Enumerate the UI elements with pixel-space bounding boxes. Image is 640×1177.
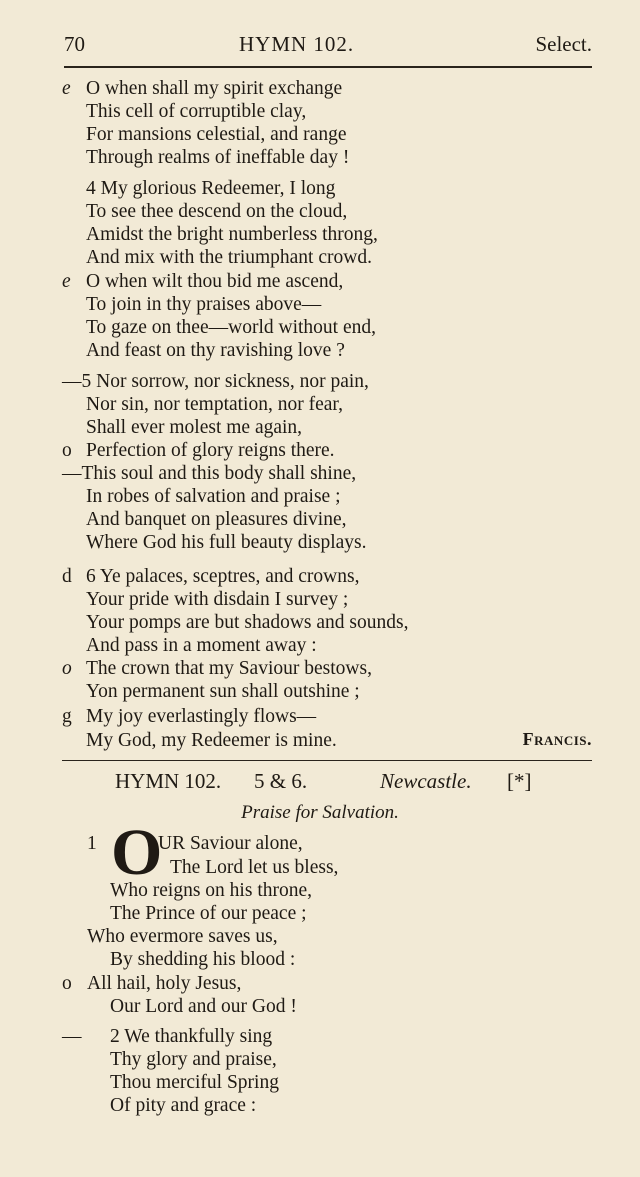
- hymn-heading: [115, 769, 600, 799]
- stanza-mark: e: [62, 78, 71, 99]
- verse-line: The Lord let us bless,: [170, 857, 339, 878]
- hymn-author: Francis.: [522, 729, 592, 749]
- verse-line: Thou merciful Spring: [110, 1072, 279, 1093]
- verse-line: Our Lord and our God !: [110, 996, 297, 1017]
- stanza-mark: e: [62, 271, 71, 292]
- verse-line: My God, my Redeemer is mine.: [86, 730, 337, 751]
- verse-line: Where God his full beauty displays.: [86, 532, 367, 553]
- verse-line: Who evermore saves us,: [87, 926, 278, 947]
- verse-line: Shall ever molest me again,: [86, 417, 303, 438]
- verse-line: 4 My glorious Redeemer, I long: [86, 178, 336, 199]
- stanza-mark: g: [62, 706, 72, 727]
- verse-line: 6 Ye palaces, sceptres, and crowns,: [86, 566, 360, 587]
- verse-line: UR Saviour alone,: [158, 833, 303, 854]
- verse-line: O when wilt thou bid me ascend,: [86, 271, 344, 292]
- verse-line: Nor sin, nor temptation, nor fear,: [86, 394, 343, 415]
- verse-line: —5 Nor sorrow, nor sickness, nor pain,: [62, 371, 369, 392]
- page-number: 70: [64, 32, 85, 56]
- verse-line: And banquet on pleasures divine,: [86, 509, 347, 530]
- verse-line: Through realms of ineffable day !: [86, 147, 350, 168]
- section-label: Select.: [535, 32, 592, 56]
- hymn-note: [*]: [507, 769, 532, 793]
- verse-line: Perfection of glory reigns there.: [86, 440, 335, 461]
- verse-line: Thy glory and praise,: [110, 1049, 277, 1070]
- verse-line: Of pity and grace :: [110, 1095, 257, 1116]
- verse-line: To see thee descend on the cloud,: [86, 201, 348, 222]
- header-rule: [64, 66, 592, 68]
- verse-line: —This soul and this body shall shine,: [62, 463, 357, 484]
- running-header: [64, 32, 592, 60]
- verse-line: In robes of salvation and praise ;: [86, 486, 341, 507]
- verse-line: To gaze on thee—world without end,: [86, 317, 376, 338]
- stanza-mark: o: [62, 440, 72, 461]
- verse-line: O when shall my spirit exchange: [86, 78, 343, 99]
- verse-line: All hail, holy Jesus,: [87, 973, 242, 994]
- drop-cap: O: [111, 816, 163, 889]
- hymn-title: HYMN 102.: [115, 769, 222, 793]
- stanza-mark: d: [62, 566, 72, 587]
- verse-line: And mix with the triumphant crowd.: [86, 247, 372, 268]
- verse-line: And feast on thy ravishing love ?: [86, 340, 345, 361]
- verse-line: Yon permanent sun shall outshine ;: [86, 681, 360, 702]
- running-title: HYMN 102.: [239, 32, 355, 56]
- verse-line: And pass in a moment away :: [86, 635, 317, 656]
- verse-line: The crown that my Saviour bestows,: [86, 658, 372, 679]
- hymn-tune: Newcastle.: [380, 769, 472, 793]
- verse-line: Who reigns on his throne,: [110, 880, 313, 901]
- stanza-mark: o: [62, 973, 72, 994]
- verse-line: My joy everlastingly flows—: [86, 706, 317, 727]
- verse-line: The Prince of our peace ;: [110, 903, 307, 924]
- hymn-meter: 5 & 6.: [254, 769, 308, 793]
- verse-line: To join in thy praises above—: [86, 294, 322, 315]
- stanza-number: 1: [87, 833, 97, 854]
- hymn-subtitle: Praise for Salvation.: [241, 802, 399, 823]
- verse-line: Amidst the bright numberless throng,: [86, 224, 378, 245]
- stanza-mark: o: [62, 658, 72, 679]
- verse-line: This cell of corruptible clay,: [86, 101, 307, 122]
- verse-line: 2 We thankfully sing: [110, 1026, 273, 1047]
- verse-line: By shedding his blood :: [110, 949, 296, 970]
- section-divider: [62, 760, 592, 761]
- stanza-mark: —: [62, 1026, 82, 1047]
- verse-line: For mansions celestial, and range: [86, 124, 347, 145]
- verse-line: Your pride with disdain I survey ;: [86, 589, 349, 610]
- verse-line: Your pomps are but shadows and sounds,: [86, 612, 409, 633]
